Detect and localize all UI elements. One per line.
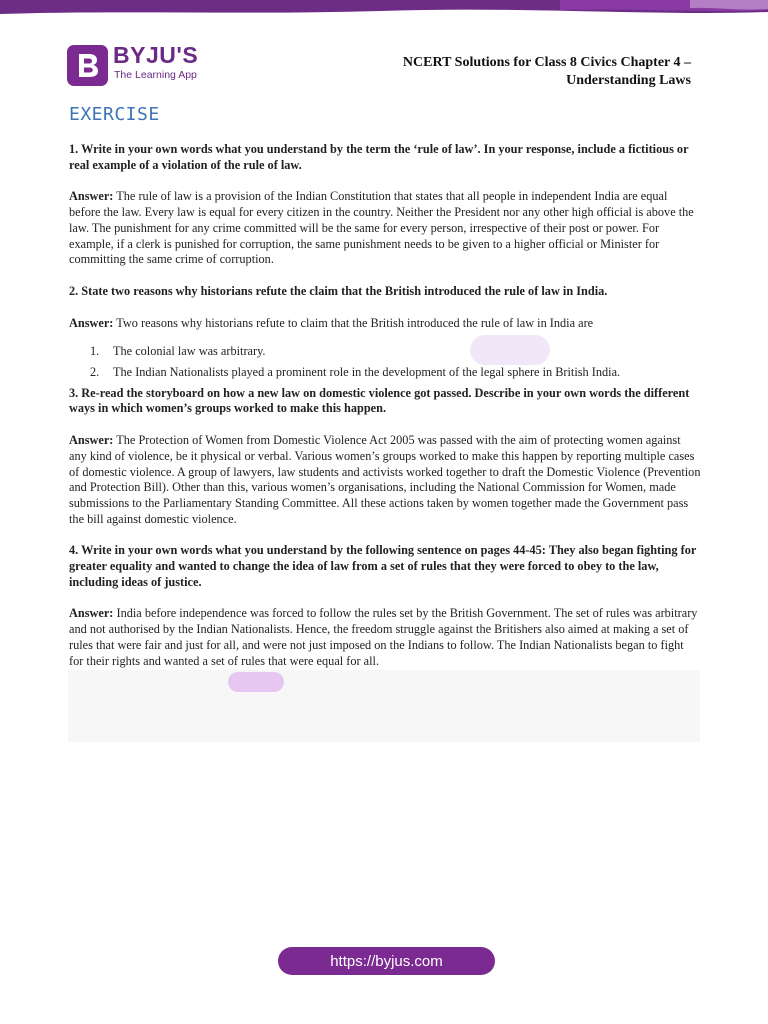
answer-3-text: The Protection of Women from Domestic Violence Act 2005 was passed with the aim of protecting women against any kind of violence, be it physical or verbal. Various women’s groups worked to make this happen by reporting multiple cases of domestic violence. A group of lawyers, law students and activists worked together to draft the Domestic Violence (Prevention and Protection Bill). Other than this, various women’s organisations, including the National Commission for Women, made submissions to the Parliamentary Standing Committee. All these actions taken by women together made the Government pass the bill against domestic violence. bbox=[69, 433, 701, 526]
watermark-shape bbox=[228, 672, 284, 692]
header-title-line1: NCERT Solutions for Class 8 Civics Chapter 4 – bbox=[402, 55, 691, 70]
answer-label: Answer: bbox=[69, 189, 114, 204]
answer-2 bbox=[69, 316, 701, 332]
shaded-area bbox=[68, 670, 700, 742]
list-item-number: 1. bbox=[90, 344, 100, 359]
list-item bbox=[69, 365, 701, 381]
document-body bbox=[69, 142, 701, 669]
answer-2-text: Two reasons why historians refute to claim that the British introduced the rule of law in India are bbox=[116, 315, 594, 330]
answer-label: Answer: bbox=[69, 606, 114, 621]
list-item-text: The Indian Nationalists played a prominent role in the development of the legal sphere in British India. bbox=[113, 365, 621, 380]
answer-label: Answer: bbox=[69, 433, 114, 448]
question-3: 3. Re-read the storyboard on how a new law on domestic violence got passed. Describe in your own words the different ways in which women’s groups worked to make this happen. bbox=[69, 385, 690, 416]
footer-website-link[interactable] bbox=[278, 947, 495, 975]
list-item bbox=[69, 344, 701, 360]
logo-wordmark: BYJU'S bbox=[113, 42, 199, 68]
list-item-text: The colonial law was arbitrary. bbox=[113, 344, 266, 359]
header-title-line2: Understanding Laws bbox=[566, 73, 691, 88]
list-item-number: 2. bbox=[90, 365, 100, 380]
document-header-title bbox=[331, 54, 691, 90]
answer-4 bbox=[69, 606, 701, 669]
answer-label: Answer: bbox=[69, 315, 114, 330]
answer-3 bbox=[69, 433, 701, 527]
section-title: EXERCISE bbox=[69, 104, 160, 125]
byjus-logo bbox=[67, 42, 217, 87]
logo-tagline: The Learning App bbox=[114, 69, 197, 81]
question-4: 4. Write in your own words what you understand by the following sentence on pages 44-45: They also began fighting for greater equality and wanted to change the idea of law from a set of rules that they were forced to obey to the law, including ideas of justice. bbox=[69, 543, 697, 589]
answer-1-text: The rule of law is a provision of the Indian Constitution that states that all people in independent India are equal before the law. Every law is equal for every citizen in the country. Neither the President nor any other high official is above the law. The punishment for any crime committed will be the same for every person, irrespective of their post or power. For example, if a clerk is punished for corruption, the same punishment needs to be given to a higher official or Minister for committing the same crime of corruption. bbox=[69, 189, 694, 267]
reasons-list bbox=[69, 344, 701, 380]
top-decorative-band bbox=[0, 0, 768, 20]
footer-url[interactable]: https://byjus.com bbox=[330, 952, 443, 970]
question-2: 2. State two reasons why historians refute the claim that the British introduced the rule of law in India. bbox=[69, 283, 608, 298]
question-1: 1. Write in your own words what you understand by the term the ‘rule of law’. In your response, include a fictitious or real example of a violation of the rule of law. bbox=[69, 142, 689, 172]
logo-b-icon bbox=[67, 45, 108, 86]
answer-1 bbox=[69, 189, 701, 268]
answer-4-text: India before independence was forced to follow the rules set by the British Government. The set of rules was arbitrary and not authorised by the Indian Nationalists. Hence, the freedom struggle against the Britishers also aimed at making a set of rules that were fair and just for all, and were not just imposed on the Indians to follow. The Indian Nationalists began to fight for their rights and wanted a set of rules that were equal for all. bbox=[69, 606, 698, 668]
